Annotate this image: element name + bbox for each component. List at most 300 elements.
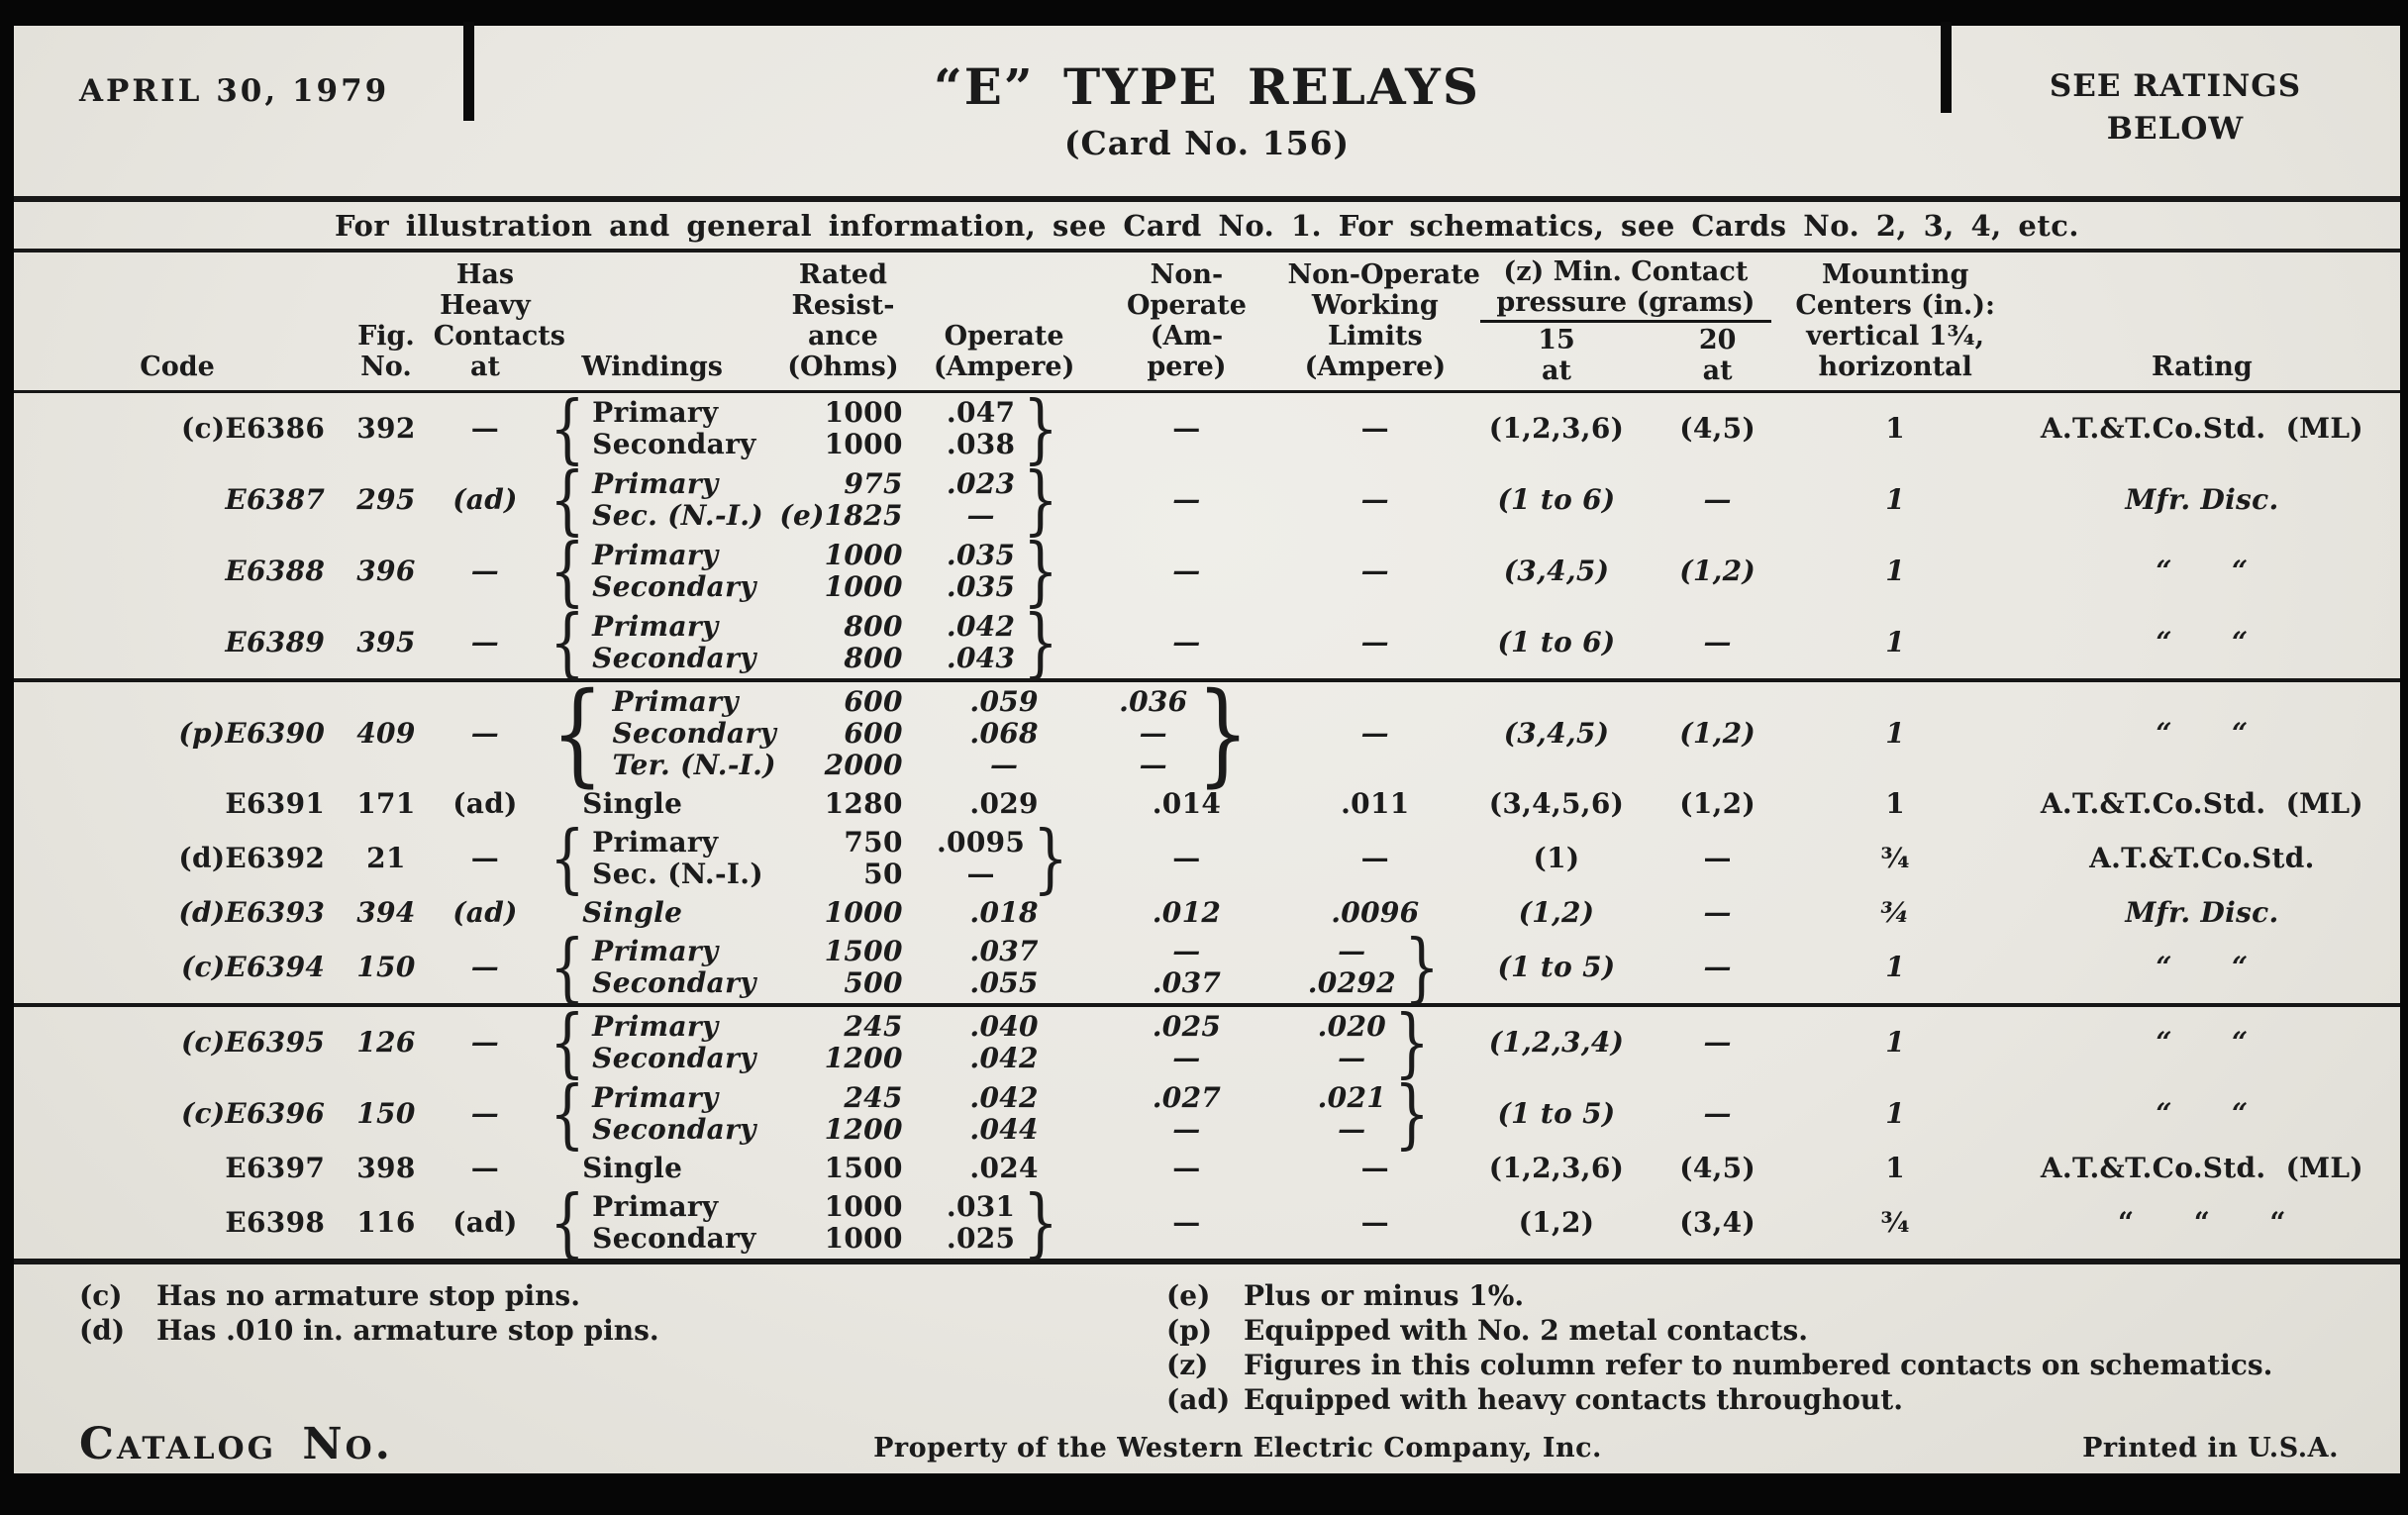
cell-code-wrap [14,1153,341,1184]
cell-non-operate-wrap [1087,1011,1285,1074]
relay-row [14,464,2400,536]
cell-rating [2004,932,2400,1005]
cell-pressure-20 [1649,536,1787,607]
cell-mounting [1787,607,2004,680]
cell-pressure-15-wrap [1464,1207,1649,1239]
cell-pressure-20-value: — [1703,483,1732,516]
cell-non-operate-value: .037 [1152,966,1222,999]
cell-rating-value: “ “ [2156,555,2249,587]
cell-non-operate-wrap [1087,843,1285,874]
cell-operate-wrap [921,384,1088,472]
cell-pressure-20 [1649,1150,1787,1187]
cell-resistance-stack [825,788,903,820]
cell-working-limits-value: .0292 [1307,966,1396,999]
cell-non-operate-value: — [1172,483,1201,516]
cell-mounting-wrap [1787,413,2004,445]
brace-left-icon: { [550,998,586,1086]
cell-pressure-20 [1649,785,1787,823]
relay-row [14,894,2400,932]
cell-non-operate-value: — [1172,935,1201,967]
cell-non-operate [1087,392,1285,465]
cell-working-limits-value: .020 [1317,1010,1387,1043]
cell-non-operate-stack [1153,1082,1221,1146]
cell-rating-wrap [2004,788,2400,820]
cell-code [14,1150,341,1187]
cell-pressure-20 [1649,607,1787,680]
brace-right-icon: } [1023,455,1059,544]
cell-fig-no [341,823,432,894]
cell-rating-value: “ “ [2156,1026,2249,1059]
brace-left-icon: { [550,814,586,902]
cell-resistance-stack [825,897,903,929]
cell-mounting [1787,464,2004,536]
cell-resistance [765,1078,921,1150]
cell-resistance-value: 50 [863,858,903,890]
cell-heavy-contacts [432,1187,539,1262]
cell-resistance-wrap [765,686,921,781]
cell-resistance-value: 1000 [824,396,903,429]
cell-operate [921,527,1088,615]
cell-windings-stack [592,936,756,999]
cell-rating-value: “ “ [2156,951,2249,983]
cell-rating-stack [2156,952,2248,983]
cell-operate-stack [947,611,1015,674]
page-title: “E” TYPE RELAYS [934,57,1480,116]
cell-non-operate-stack [1172,413,1200,445]
cell-mounting-stack [1885,556,1905,587]
cell-non-operate-value: .027 [1152,1081,1222,1114]
cell-rating-value: “ “ [2156,1097,2249,1130]
cell-working-limits-value: — [1360,717,1389,750]
cell-pressure-20-value: (4,5) [1679,1152,1756,1184]
cell-code-stack [181,413,325,445]
cell-pressure-20-value: (1,2) [1679,717,1756,750]
footnote-text: Has .010 in. armature stop pins. [156,1314,659,1347]
cell-pressure-15-value: (1) [1533,842,1580,874]
cell-code-stack [181,1098,325,1130]
cell-heavy-contacts-wrap [432,627,539,658]
cell-non-operate-wrap [1087,1207,1285,1239]
cell-resistance-wrap [765,827,921,890]
cell-heavy-contacts-stack [471,627,499,658]
cell-fig-no-wrap [341,843,432,874]
cell-rating [2004,894,2400,932]
cell-resistance-value: 1000 [824,1222,903,1255]
cell-heavy-contacts-value: — [470,842,500,874]
cell-operate-value: .038 [946,428,1016,460]
cell-mounting-stack [1880,897,1910,929]
cell-pressure-15-stack [1498,627,1616,658]
card-footer [14,1419,2400,1495]
cell-heavy-contacts-stack [452,1207,517,1239]
cell-resistance-wrap [765,468,921,532]
cell-heavy-contacts-stack [471,843,499,874]
cell-windings-value: Secondary [592,642,756,674]
col-header-heavy-contacts: Has Heavy Contacts at [433,259,565,382]
cell-working-limits-wrap [1285,556,1464,587]
brace-right-icon: } [1197,668,1251,799]
cell-working-limits-wrap [1285,627,1464,658]
cell-resistance [765,464,921,536]
cell-pressure-15-stack [1489,1153,1624,1184]
cell-windings-stack [582,1153,682,1184]
cell-fig-no-value: 398 [356,1152,416,1184]
brace-left-icon: { [550,1178,586,1266]
cell-resistance-value: 600 [844,685,903,718]
cell-pressure-15-stack [1534,843,1580,874]
cell-operate-value: — [966,858,995,890]
cell-pressure-15-wrap [1464,1153,1649,1184]
cell-fig-no [341,1187,432,1262]
cell-non-operate-stack [1172,1207,1200,1239]
cell-windings-wrap [539,527,765,615]
footnote-marker: (z) [1166,1349,1209,1381]
cell-code [14,464,341,536]
cell-mounting [1787,1187,2004,1262]
cell-heavy-contacts-value: — [470,412,500,445]
cell-non-operate [1087,668,1285,799]
cell-fig-no-value: 392 [356,412,416,445]
cell-operate-stack [947,1191,1015,1255]
cell-fig-no-value: 395 [356,626,416,658]
cell-mounting-value: ¾ [1880,1206,1910,1239]
cell-operate [921,1078,1088,1150]
cell-fig-no-stack [356,413,415,445]
cell-rating-stack [2156,556,2248,587]
cell-working-limits-value: — [1338,1042,1366,1074]
cell-fig-no-wrap [341,556,432,587]
cell-heavy-contacts-wrap [432,788,539,820]
cell-windings-wrap [539,998,765,1086]
cell-pressure-20-stack [1679,718,1756,750]
cell-code-value: E6398 [225,1206,326,1239]
cell-pressure-15-value: (1,2) [1518,1206,1595,1239]
cell-resistance-wrap [765,397,921,460]
cell-pressure-20-value: — [1703,951,1732,983]
cell-pressure-15-stack [1489,1027,1624,1059]
cell-heavy-contacts [432,536,539,607]
cell-heavy-contacts-stack [471,718,499,750]
cell-code [14,1005,341,1078]
cell-windings-value: Secondary [592,570,756,603]
cell-non-operate-value: — [1172,1152,1201,1184]
cell-operate-value: .018 [969,896,1039,929]
cell-fig-no-value: 171 [356,787,416,820]
cell-mounting-wrap [1787,1027,2004,1059]
brace-left-icon: { [550,455,586,544]
cell-mounting-value: 1 [1885,483,1906,516]
cell-non-operate [1087,785,1285,823]
cell-working-limits-stack [1318,1082,1386,1146]
cell-pressure-20-value: — [1703,896,1732,929]
cell-pressure-20 [1649,1078,1787,1150]
cell-resistance-value: 800 [844,610,903,643]
cell-pressure-15-stack [1489,788,1624,820]
cell-heavy-contacts-wrap [432,556,539,587]
cell-windings-value: Primary [592,539,719,571]
cell-pressure-20 [1649,823,1787,894]
cell-heavy-contacts-stack [471,1153,499,1184]
footnotes-section [14,1264,2400,1419]
cell-code [14,392,341,465]
cell-working-limits [1285,680,1464,785]
cell-pressure-15-wrap [1464,952,1649,983]
cell-pressure-20-wrap [1649,788,1787,820]
brace-right-icon: } [1033,814,1069,902]
cell-working-limits-value: .0096 [1331,896,1420,929]
cell-pressure-15-stack [1504,556,1610,587]
cell-fig-no-value: 116 [356,1206,416,1239]
cell-working-limits-wrap [1285,1207,1464,1239]
footnote-marker: (d) [79,1314,126,1347]
cell-windings-value: Secondary [592,1042,756,1074]
cell-operate-value: .035 [946,539,1016,571]
col-header-non-operate: Non- Operate (Am- pere) [1126,259,1247,382]
cell-working-limits-stack [1361,484,1389,516]
cell-fig-no [341,1078,432,1150]
cell-non-operate-stack [1153,788,1221,820]
cell-windings-value: Primary [592,1190,719,1223]
cell-pressure-20 [1649,1005,1787,1078]
brace-left-icon: { [550,923,586,1011]
cell-operate-value: .037 [969,935,1039,967]
cell-heavy-contacts-value: (ad) [452,483,518,516]
cell-rating-value: A.T.&T.Co.Std. [2089,842,2315,874]
cell-pressure-15-value: (1 to 6) [1497,483,1616,516]
cell-fig-no-stack [356,952,415,983]
cell-windings-wrap [539,923,765,1011]
cell-rating-stack [2041,413,2363,445]
cell-rating [2004,1005,2400,1078]
cell-working-limits [1285,823,1464,894]
brace-right-icon: } [1394,1069,1430,1158]
cell-rating-wrap [2004,1098,2400,1130]
cell-windings-value: Primary [592,467,719,500]
brace-right-icon: } [1023,527,1059,615]
cell-working-limits [1285,1150,1464,1187]
cell-heavy-contacts [432,823,539,894]
cell-code-value: E6388 [225,555,326,587]
cell-resistance-value: 975 [844,467,903,500]
cell-mounting [1787,392,2004,465]
cell-pressure-20 [1649,932,1787,1005]
cell-pressure-20-stack [1703,952,1731,983]
printed-line: Printed in U.S.A. [2082,1433,2339,1464]
cell-windings-stack [582,788,682,820]
cell-non-operate [1087,607,1285,680]
cell-operate-stack [969,897,1038,929]
cell-resistance-value: (e)1825 [779,499,903,532]
cell-pressure-20-wrap [1649,484,1787,516]
footnote-marker: (p) [1166,1314,1213,1347]
cell-mounting-stack [1885,1027,1905,1059]
footnote-text: Equipped with No. 2 metal contacts. [1244,1314,1809,1347]
cell-pressure-20-value: — [1703,842,1732,874]
cell-pressure-15 [1464,536,1649,607]
cell-resistance-wrap [765,611,921,674]
cell-pressure-15-wrap [1464,556,1649,587]
cell-non-operate-wrap [1087,1082,1285,1146]
cell-operate-value: — [966,499,995,532]
cell-code-stack [225,1207,325,1239]
cell-working-limits-stack [1341,788,1409,820]
relay-row [14,823,2400,894]
cell-heavy-contacts [432,392,539,465]
cell-rating [2004,536,2400,607]
cell-windings-value: Primary [592,610,719,643]
cell-resistance-stack [825,1011,903,1074]
cell-non-operate [1087,932,1285,1005]
relay-row [14,932,2400,1005]
cell-pressure-15 [1464,1150,1649,1187]
cell-non-operate-stack [1153,1011,1221,1074]
cell-pressure-20-stack [1679,1153,1756,1184]
cell-resistance [765,823,921,894]
cell-fig-no-wrap [341,413,432,445]
cell-operate-value: .044 [969,1113,1039,1146]
cell-windings [539,668,777,799]
cell-working-limits-value: — [1360,626,1389,658]
cell-windings-value: Secondary [592,1113,756,1146]
cell-code-value: (c)E6386 [180,412,326,445]
cell-fig-no-value: 150 [356,951,416,983]
cell-resistance-wrap [765,788,921,820]
cell-pressure-20-wrap [1649,1027,1787,1059]
cell-operate-wrap [921,598,1088,686]
cell-operate-wrap [921,897,1088,929]
cell-working-limits-wrap [1285,788,1464,820]
cell-code-value: (p)E6390 [178,717,326,750]
cell-rating-wrap [2004,897,2400,929]
cell-pressure-20 [1649,894,1787,932]
cell-pressure-15-wrap [1464,413,1649,445]
cell-resistance-value: 1000 [824,539,903,571]
cell-pressure-20-stack [1703,843,1731,874]
cell-operate [921,1005,1088,1078]
col-header-rating: Rating [2152,352,2253,382]
cell-resistance-stack [825,686,903,781]
cell-code [14,536,341,607]
brace-right-icon: } [1023,598,1059,686]
masthead [14,26,2400,196]
cell-pressure-20-stack [1703,484,1731,516]
cell-windings-value: Primary [592,1010,719,1043]
cell-fig-no-wrap [341,484,432,516]
cell-pressure-15-stack [1504,718,1610,750]
cell-pressure-15-value: (1,2) [1518,896,1595,929]
cell-fig-no-value: 21 [366,842,406,874]
footnote-text: Plus or minus 1%. [1244,1279,1525,1312]
ratings-note [2012,65,2339,152]
cell-heavy-contacts-stack [452,897,517,929]
cell-operate-wrap [921,1178,1088,1266]
cell-non-operate-value: — [1172,1206,1201,1239]
col-header-windings: Windings [581,352,723,382]
cell-fig-no [341,536,432,607]
cell-heavy-contacts-wrap [432,1153,539,1184]
cell-pressure-15-value: (3,4,5,6) [1488,787,1625,820]
cell-operate-wrap [921,1153,1088,1184]
cell-windings [539,998,765,1086]
cell-code-stack [181,952,325,983]
cell-operate [921,932,1088,1005]
cell-mounting-value: 1 [1885,555,1906,587]
cell-pressure-15-value: (1,2,3,4) [1488,1026,1625,1059]
cell-pressure-15-value: (3,4,5) [1503,555,1610,587]
cell-code [14,607,341,680]
card-date: APRIL 30, 1979 [79,73,390,109]
col-header-fig-no: Fig. No. [357,321,415,382]
cell-heavy-contacts-wrap [432,1027,539,1059]
cell-operate-value: .023 [946,467,1016,500]
cell-operate-value: .040 [969,1010,1039,1043]
cell-fig-no-value: 150 [356,1097,416,1130]
cell-resistance-value: 245 [844,1010,903,1043]
cell-working-limits [1285,1187,1464,1262]
cell-pressure-20-value: (1,2) [1679,555,1756,587]
cell-code-wrap [14,897,341,929]
cell-non-operate-wrap [1087,556,1285,587]
cell-operate [921,384,1088,472]
cell-pressure-15-stack [1519,1207,1595,1239]
footnote-marker: (e) [1166,1279,1211,1312]
cell-mounting-value: 1 [1885,717,1906,750]
cell-working-limits-stack [1361,413,1389,445]
cell-pressure-15-value: (1 to 5) [1497,1097,1616,1130]
cell-non-operate-wrap [1087,627,1285,658]
cell-mounting-stack [1885,1153,1905,1184]
cell-working-limits-value: — [1338,935,1366,967]
cell-resistance-stack [844,611,902,674]
cell-rating-wrap [2004,413,2400,445]
cell-fig-no-value: 396 [356,555,416,587]
cell-non-operate-stack [1172,843,1200,874]
cell-rating-wrap [2004,1027,2400,1059]
cell-operate-stack [969,1082,1038,1146]
cell-non-operate [1087,894,1285,932]
cell-operate-stack [969,686,1038,781]
cell-heavy-contacts-value: (ad) [452,896,518,929]
cell-operate-value: .024 [969,1152,1039,1184]
cell-pressure-20-stack [1703,627,1731,658]
cell-operate [921,680,1088,785]
cell-mounting-value: 1 [1885,951,1906,983]
cell-rating-value: “ “ [2156,626,2249,658]
cell-fig-no-wrap [341,1153,432,1184]
cell-operate-wrap [921,527,1088,615]
cell-code [14,680,341,785]
footnote [1166,1313,2272,1348]
cell-resistance-value: 1280 [824,787,903,820]
cell-rating-stack [2156,627,2248,658]
title-block [489,57,1925,162]
cell-windings [539,814,765,902]
cell-heavy-contacts-wrap [432,1207,539,1239]
cell-operate-wrap [921,1011,1088,1074]
cell-mounting-wrap [1787,843,2004,874]
cell-mounting-wrap [1787,1098,2004,1130]
cell-code [14,1187,341,1262]
cell-operate-stack [969,1011,1038,1074]
property-line: Property of the Western Electric Company, Inc. [873,1433,1602,1464]
cell-resistance-value: 750 [844,826,903,858]
cell-operate-value: — [989,749,1019,781]
cell-working-limits-value: .021 [1317,1081,1387,1114]
footnote [1166,1348,2272,1382]
cell-rating-wrap [2004,627,2400,658]
cell-pressure-20-value: (1,2) [1679,787,1756,820]
cell-mounting-stack [1885,718,1905,750]
